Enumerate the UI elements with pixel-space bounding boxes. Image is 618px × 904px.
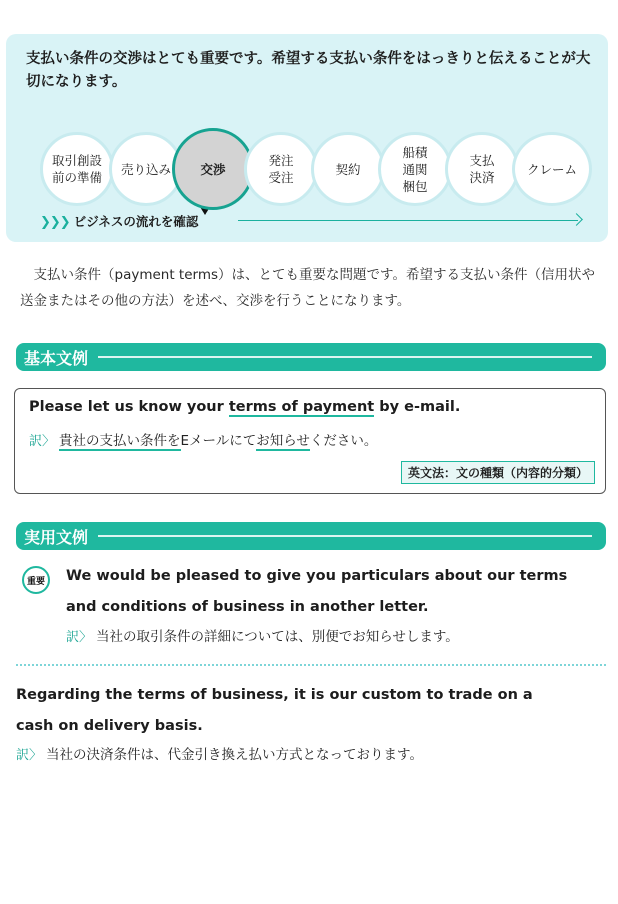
translation-mark: 訳〉	[29, 434, 56, 449]
flow-step: 売り込み	[109, 132, 183, 206]
business-flow	[6, 126, 608, 216]
important-badge: 重要	[22, 566, 50, 594]
key-phrase: 支払い条件を	[99, 433, 181, 449]
flow-step: クレーム	[512, 132, 592, 206]
flow-step: 支払 決済	[445, 132, 519, 206]
chevrons-icon: ❯❯❯	[40, 215, 70, 230]
basic-example-box	[14, 388, 606, 494]
flow-step: 発注 受注	[244, 132, 318, 206]
flow-caption	[40, 212, 198, 230]
flow-step: 取引創設 前の準備	[40, 132, 114, 206]
text: 当社の決済条件は、代金引き換え払い方式となっております。	[46, 747, 423, 763]
line: We would be pleased to give you particulars about our terms	[66, 568, 568, 584]
dotted-divider	[16, 664, 606, 666]
yaku-label: 訳	[66, 630, 80, 645]
text: 当社の取引条件の詳細については、別便でお知らせします。	[96, 629, 459, 645]
text: Eメールにて	[180, 433, 257, 449]
basic-section-header	[16, 343, 606, 371]
section-title: 基本文例	[24, 348, 89, 368]
example-english	[29, 399, 460, 415]
key-phrase: お知らせ	[256, 433, 310, 449]
line: and conditions of business in another letter.	[66, 599, 429, 615]
flow-arrow-line	[238, 220, 578, 221]
example1-english	[66, 561, 567, 623]
example2-japanese	[16, 743, 423, 763]
example1-japanese	[66, 625, 459, 645]
process-panel	[6, 34, 608, 242]
text: Please let us know your	[29, 399, 229, 415]
practical-section-header	[16, 522, 606, 550]
flow-caption-text: ビジネスの流れを確認	[73, 214, 199, 229]
text: by e-mail.	[374, 399, 461, 415]
section-title: 実用文例	[24, 527, 89, 547]
line: cash on delivery basis.	[16, 718, 203, 734]
example-japanese	[29, 429, 377, 449]
translation-mark: 訳〉	[66, 630, 93, 645]
flow-step: 契約	[311, 132, 385, 206]
key-phrase: terms of payment	[228, 399, 375, 415]
divider	[98, 356, 592, 358]
text: ください。	[309, 433, 378, 449]
flow-step-active: 交渉	[172, 128, 254, 210]
explanation-paragraph: 支払い条件（payment terms）は、とても重要な問題です。希望する支払い条件（信用状や送金またはその他の方法）を述べ、交渉を行うことになります。	[20, 267, 595, 309]
example2-english	[16, 680, 533, 742]
flow-step: 船積 通関 梱包	[378, 132, 452, 206]
intro-text: 支払い条件の交渉はとても重要です。希望する支払い条件をはっきりと伝えることが大切になります。	[26, 51, 591, 90]
line: Regarding the terms of business, it is our custom to trade on a	[16, 687, 533, 703]
divider	[98, 535, 592, 537]
yaku-label: 訳	[29, 434, 43, 449]
text: 貴社の	[59, 433, 100, 449]
translation-mark: 訳〉	[16, 748, 43, 763]
grammar-tag: 英文法：文の種類（内容的分類）	[401, 461, 595, 484]
yaku-label: 訳	[16, 748, 30, 763]
